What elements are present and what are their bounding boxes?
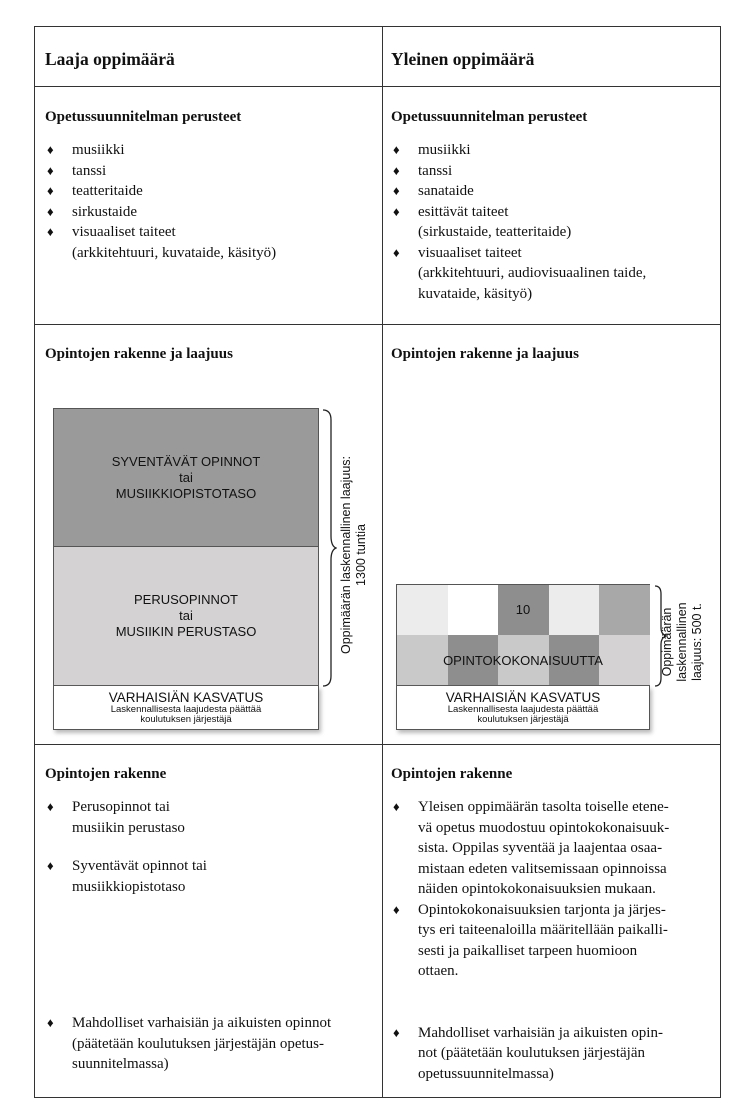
structure-list — [45, 797, 375, 1075]
row-divider — [35, 324, 720, 325]
grid-number — [396, 584, 650, 635]
bullet-icon: ♦ — [393, 203, 400, 219]
list-item-line: (arkkitehtuuri, audiovisuaalinen taide, — [418, 265, 647, 281]
box-label: PERUSOPINNOT — [133, 592, 238, 607]
list-item-line: musiikin perustaso — [72, 819, 185, 836]
brace-label-line: laskennallinen — [675, 602, 689, 682]
list-item-line: suunnitelmassa) — [72, 1056, 169, 1072]
bullet-icon: ♦ — [393, 1024, 400, 1040]
box-label: tai — [179, 608, 193, 623]
list-item-line: mistaan edeten valitsemissaan opinnoissa — [418, 860, 667, 877]
bullet-icon: ♦ — [47, 142, 54, 157]
art-forms-list — [45, 140, 375, 263]
box-label: MUSIIKIN PERUSTASO — [115, 624, 257, 639]
column-divider — [382, 27, 383, 1097]
syventavat-opinnot-box — [53, 408, 319, 547]
list-item-line: sirkustaide — [72, 203, 137, 220]
list-item — [45, 222, 375, 263]
list-item-line: tanssi — [418, 162, 453, 179]
list-item — [391, 161, 716, 182]
list-item-line: (päätetään koulutuksen järjestäjän opetus- — [72, 1035, 324, 1052]
bullet-icon: ♦ — [393, 901, 400, 917]
bullet-icon: ♦ — [393, 244, 400, 260]
bullet-icon: ♦ — [393, 142, 400, 157]
list-item-line: sista. Oppilas syventää ja laajentaa osaa- — [418, 840, 663, 856]
list-item — [45, 797, 375, 838]
list-item-line: (sirkustaide, teatteritaide) — [418, 224, 572, 240]
bullet-icon: ♦ — [47, 1015, 54, 1030]
header-yleinen-oppimaara: Yleinen oppimäärä — [391, 49, 535, 69]
list-item-line: teatteritaide — [72, 183, 143, 199]
perusopinnot-box — [53, 547, 319, 686]
section-title: Opintojen rakenne — [45, 766, 167, 782]
row-divider — [35, 86, 720, 87]
bullet-icon: ♦ — [47, 799, 54, 814]
brace-label-line: Oppimäärän — [660, 607, 674, 677]
rakenne-right — [391, 766, 716, 1084]
list-item — [391, 797, 716, 900]
bullet-icon: ♦ — [393, 162, 400, 178]
list-item-line: sesti ja paikalliset tarpeen huomioon — [418, 942, 638, 959]
section-title: Opetussuunnitelman perusteet — [391, 109, 588, 125]
list-item-line: not (päätetään koulutuksen järjestäjän — [418, 1045, 645, 1061]
section-title: Opetussuunnitelman perusteet — [45, 109, 242, 125]
bullet-icon: ♦ — [47, 183, 54, 198]
varhaisian-kasvatus-box — [396, 686, 650, 730]
comparison-table — [34, 26, 721, 1098]
list-item — [45, 140, 375, 161]
bullet-icon: ♦ — [47, 224, 54, 239]
structure-list — [391, 797, 716, 1084]
box-title: VARHAISIÄN KASVATUS — [445, 690, 601, 705]
box-title: VARHAISIÄN KASVATUS — [108, 690, 264, 705]
list-item-line: Opintokokonaisuuksien tarjonta ja järjes- — [418, 901, 666, 918]
list-item-line: Perusopinnot tai — [72, 799, 170, 815]
art-forms-list — [391, 140, 716, 304]
list-item — [45, 856, 375, 897]
list-item-line: esittävät taiteet — [418, 203, 509, 220]
list-item-line: tys eri taiteenaloilla määritellään paikalli- — [418, 922, 668, 938]
laaja-structure-diagram — [51, 408, 381, 738]
brace-icon — [321, 408, 337, 688]
list-item-line: näiden opintokokonaisuuksien mukaan. — [418, 881, 656, 897]
grid-label-text: OPINTOKOKONAISUUTTA — [443, 652, 603, 668]
box-label: SYVENTÄVÄT OPINNOT — [111, 453, 261, 469]
list-item — [391, 1023, 716, 1085]
list-item-line: opetussuunnitelmassa) — [418, 1065, 554, 1082]
list-item — [391, 140, 716, 161]
brace-label-line: Oppimäärän laskennallinen laajuus: — [339, 455, 353, 655]
grid-number-label: 10 — [515, 601, 531, 617]
list-item — [45, 1013, 375, 1075]
list-item-line: (arkkitehtuuri, kuvataide, käsityö) — [72, 244, 277, 261]
section-title: Opintojen rakenne ja laajuus — [391, 346, 579, 362]
varhaisian-kasvatus-box — [53, 686, 319, 730]
list-item — [45, 202, 375, 223]
box-subtitle: koulutuksen järjestäjä — [140, 714, 232, 725]
brace-label — [339, 405, 371, 705]
list-item-line: Yleisen oppimäärän tasolta toiselle etene- — [418, 799, 669, 815]
perusteet-left — [45, 109, 375, 263]
box-label: MUSIIKKIOPISTOTASO — [115, 485, 257, 501]
list-item-line: musiikkiopistotaso — [72, 878, 186, 895]
list-item-line: vä opetus muodostuu opintokokonaisuuk- — [418, 819, 670, 836]
list-item-line: Mahdolliset varhaisiän ja aikuisten opin- — [418, 1024, 663, 1041]
list-item — [45, 181, 375, 202]
list-item-line: Syventävät opinnot tai — [72, 858, 207, 874]
list-item-line: sanataide — [418, 183, 474, 199]
list-item-line: visuaaliset taiteet — [418, 244, 522, 261]
box-label: tai — [179, 469, 193, 485]
bullet-icon: ♦ — [393, 799, 400, 814]
bullet-icon: ♦ — [47, 162, 54, 178]
box-subtitle: Laskennallisesta laajudesta päättää — [110, 704, 262, 715]
bullet-icon: ♦ — [47, 858, 54, 873]
box-subtitle: Laskennallisesta laajudesta päättää — [447, 704, 599, 715]
yleinen-structure-diagram — [396, 584, 716, 739]
brace-label — [660, 590, 708, 694]
bullet-icon: ♦ — [393, 183, 400, 198]
row-divider — [35, 744, 720, 745]
header-laaja-oppimaara: Laaja oppimäärä — [45, 49, 175, 69]
list-item-line: tanssi — [72, 162, 107, 179]
box-subtitle: koulutuksen järjestäjä — [477, 714, 569, 725]
list-item-line: visuaaliset taiteet — [72, 224, 176, 240]
list-item-line: musiikki — [418, 142, 471, 158]
section-title: Opintojen rakenne — [391, 766, 513, 782]
list-item-line: musiikki — [72, 142, 125, 158]
list-item — [391, 202, 716, 243]
list-item-line: kuvataide, käsityö) — [418, 285, 533, 302]
brace-label-line: 1300 tuntia — [354, 524, 368, 586]
list-item — [45, 161, 375, 182]
perusteet-right — [391, 109, 716, 304]
list-item-line: Mahdolliset varhaisiän ja aikuisten opinnot — [72, 1015, 332, 1031]
list-item — [391, 900, 716, 982]
grid-label — [396, 635, 650, 686]
rakenne-left — [45, 766, 375, 1075]
bullet-icon: ♦ — [47, 203, 54, 219]
section-title: Opintojen rakenne ja laajuus — [45, 346, 233, 362]
list-item — [391, 243, 716, 305]
list-item — [391, 181, 716, 202]
list-item-line: ottaen. — [418, 963, 459, 979]
brace-label-line: laajuus: 500 t. — [690, 603, 704, 681]
